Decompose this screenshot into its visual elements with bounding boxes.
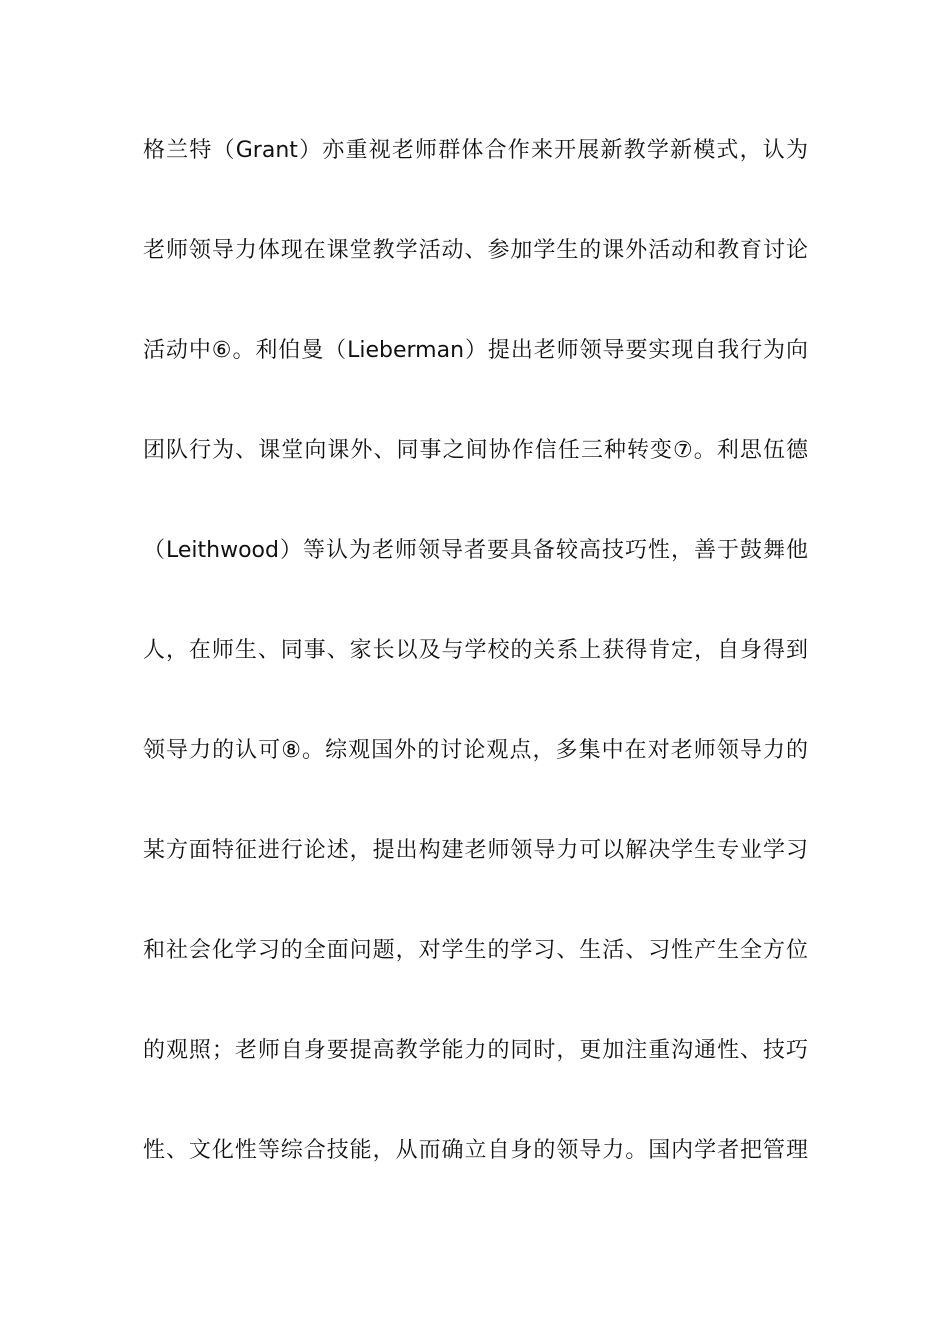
text-line: 活动中⑥。利伯曼（Lieberman）提出老师领导要实现自我行为向 — [143, 338, 808, 363]
text-line: （Leithwood）等认为老师领导者要具备较高技巧性，善于鼓舞他 — [143, 538, 808, 563]
text-line: 团队行为、课堂向课外、同事之间协作信任三种转变⑦。利思伍德 — [143, 438, 808, 463]
text-line: 老师领导力体现在课堂教学活动、参加学生的课外活动和教育讨论 — [143, 238, 808, 263]
text-line: 性、文化性等综合技能，从而确立自身的领导力。国内学者把管理 — [143, 1138, 808, 1163]
text-line: 的观照；老师自身要提高教学能力的同时，更加注重沟通性、技巧 — [143, 1038, 808, 1063]
text-line: 某方面特征进行论述，提出构建老师领导力可以解决学生专业学习 — [143, 838, 808, 863]
text-line: 格兰特（Grant）亦重视老师群体合作来开展新教学新模式，认为 — [143, 138, 808, 163]
text-line: 人，在师生、同事、家长以及与学校的关系上获得肯定，自身得到 — [143, 638, 808, 663]
text-line: 和社会化学习的全面问题，对学生的学习、生活、习性产生全方位 — [143, 938, 808, 963]
text-line: 领导力的认可⑧。综观国外的讨论观点，多集中在对老师领导力的 — [143, 738, 808, 763]
